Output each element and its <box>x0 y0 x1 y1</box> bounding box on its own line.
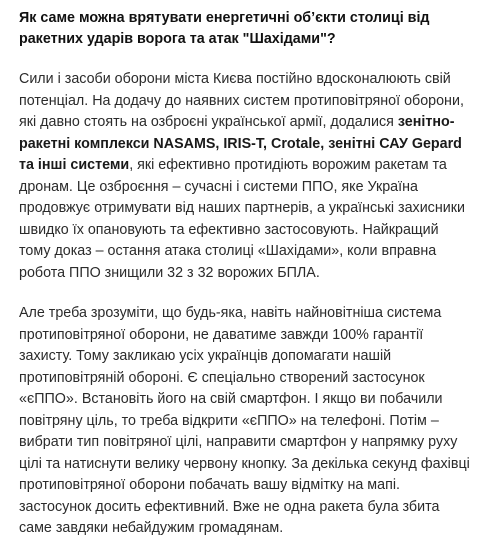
paragraph-1-text-end: , які ефективно протидіють ворожим ракетам та дронам. Це озброєння – сучасні і системи ППО, яке Україна продовжує отримувати від наших партнерів, а українські захисники швидко їх опановують та ефективно застосовують. Найкращий тому доказ – остання атака столиці «Шахідами», коли вправна робота ППО знищили 32 з 32 ворожих БПЛА. <box>19 157 465 281</box>
article-paragraph-1 <box>19 69 474 284</box>
paragraph-1-bold-text: зенітно-ракетні комплекси NASAMS, IRIS-T, Crotale, зенітні САУ Gepard та інші системи <box>19 114 462 173</box>
paragraph-1-text-start: Сили і засоби оборони міста Києва постійно вдосконалюють свій потенціал. На додачу до наявних систем протиповітряної оборони, які давно стоять на озброєні української армії, додалися <box>19 71 464 130</box>
article-paragraph-2: Але треба зрозуміти, що будь-яка, навіть найновітніша система протиповітряної оборони, не даватиме завжди 100% гарантії захисту. Тому закликаю усіх українців допомагати нашій протиповітряній обороні. Є спеціально створений застосунок «єППО». Встановіть його на свій смартфон. І якщо ви побачили повітряну ціль, то треба відкрити «єППО» на телефоні. Потім – вибрати тип повітряної цілі, направити смартфон у напрямку руху цілі та натиснути велику червону кнопку. За декілька секунд фахівці протиповітряної оборони побачать вашу відмітку на мапі. застосунок досить ефективний. Вже не одна ракета була збита саме завдяки небайдужим громадянам. <box>19 305 470 536</box>
article-title: Як саме можна врятувати енергетичні об’єкти столиці від ракетних ударів ворога та атак "Шахідами"? <box>19 10 430 47</box>
